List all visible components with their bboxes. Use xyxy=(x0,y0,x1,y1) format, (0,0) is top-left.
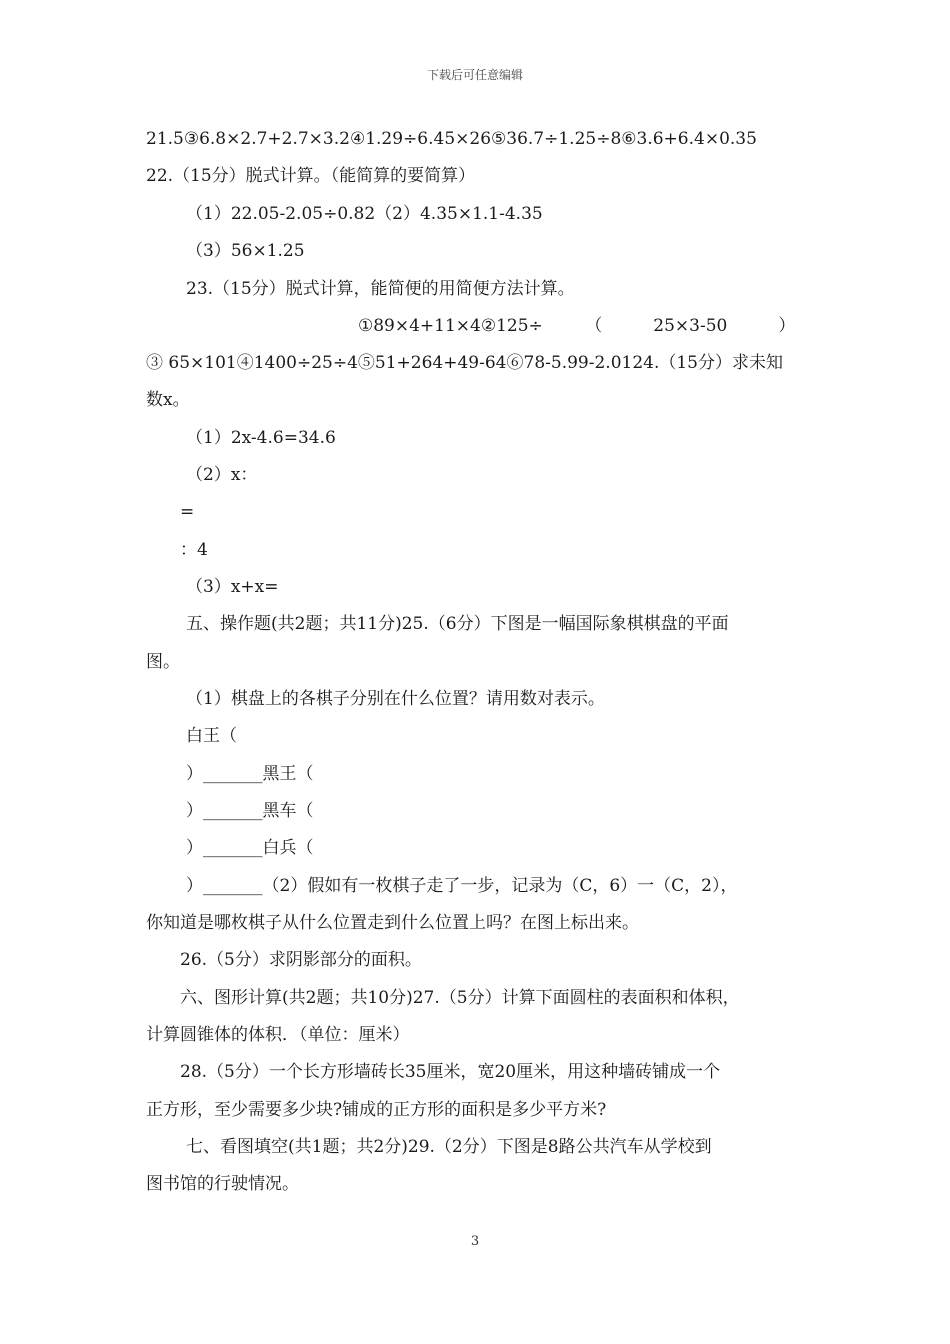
text-line: （3）x+x= xyxy=(186,577,279,597)
text-line: ③ 65×101④1400÷25÷4⑤51+264+49-64⑥78-5.99-2.0124.（15分）求未知 xyxy=(146,353,783,373)
text-line: 28.（5分）一个长方形墙砖长35厘米，宽20厘米，用这种墙砖铺成一个 xyxy=(180,1062,721,1082)
text-line: 图书馆的行驶情况。 xyxy=(146,1174,299,1194)
page-header: 下载后可任意编辑 xyxy=(426,68,523,82)
text-line: 白王（ xyxy=(186,726,237,746)
text-line: 22.（15分）脱式计算。（能简算的要简算） xyxy=(146,166,476,186)
text-line: 图。 xyxy=(146,652,180,672)
text-line: 26.（5分）求阴影部分的面积。 xyxy=(180,950,422,970)
text-line: ①89×4+11×4②125÷ （ 25×3-50 ） xyxy=(358,316,796,336)
text-line: ）_______黑王（ xyxy=(186,764,314,784)
text-line: ）_______（2）假如有一枚棋子走了一步，记录为（C，6）一（C，2）， xyxy=(186,876,738,896)
text-line: 23.（15分）脱式计算，能简便的用简便方法计算。 xyxy=(186,279,575,299)
text-line: 计算圆锥体的体积．（单位：厘米） xyxy=(146,1025,410,1045)
text-line: ）_______白兵（ xyxy=(186,838,314,858)
text-line: ）_______黑车（ xyxy=(186,801,314,821)
text-line: （2）x： xyxy=(186,465,258,485)
text-line: （1）2x-4.6=34.6 xyxy=(186,428,336,448)
text-line: 数x。 xyxy=(146,390,190,410)
text-line: 七、看图填空(共1题；共2分)29.（2分）下图是8路公共汽车从学校到 xyxy=(186,1137,712,1157)
text-line: （1）棋盘上的各棋子分别在什么位置？请用数对表示。 xyxy=(186,689,605,709)
text-line: 21.5③6.8×2.7+2.7×3.2④1.29÷6.45×26⑤36.7÷1.25÷8⑥3.6+6.4×0.35 xyxy=(146,129,757,149)
page-number: 3 xyxy=(470,1234,480,1249)
text-line: ：4 xyxy=(180,540,208,560)
text-line: （1）22.05-2.05÷0.82（2）4.35×1.1-4.35 xyxy=(186,204,543,224)
text-line: 正方形，至少需要多少块?铺成的正方形的面积是多少平方米? xyxy=(146,1100,607,1120)
text-line: （3）56×1.25 xyxy=(186,241,305,261)
text-line: 五、操作题(共2题；共11分)25.（6分）下图是一幅国际象棋棋盘的平面 xyxy=(186,614,729,634)
text-line: 六、图形计算(共2题；共10分)27.（5分）计算下面圆柱的表面积和体积， xyxy=(180,988,740,1008)
text-line: 你知道是哪枚棋子从什么位置走到什么位置上吗？在图上标出来。 xyxy=(146,913,639,933)
text-line: = xyxy=(180,502,195,522)
